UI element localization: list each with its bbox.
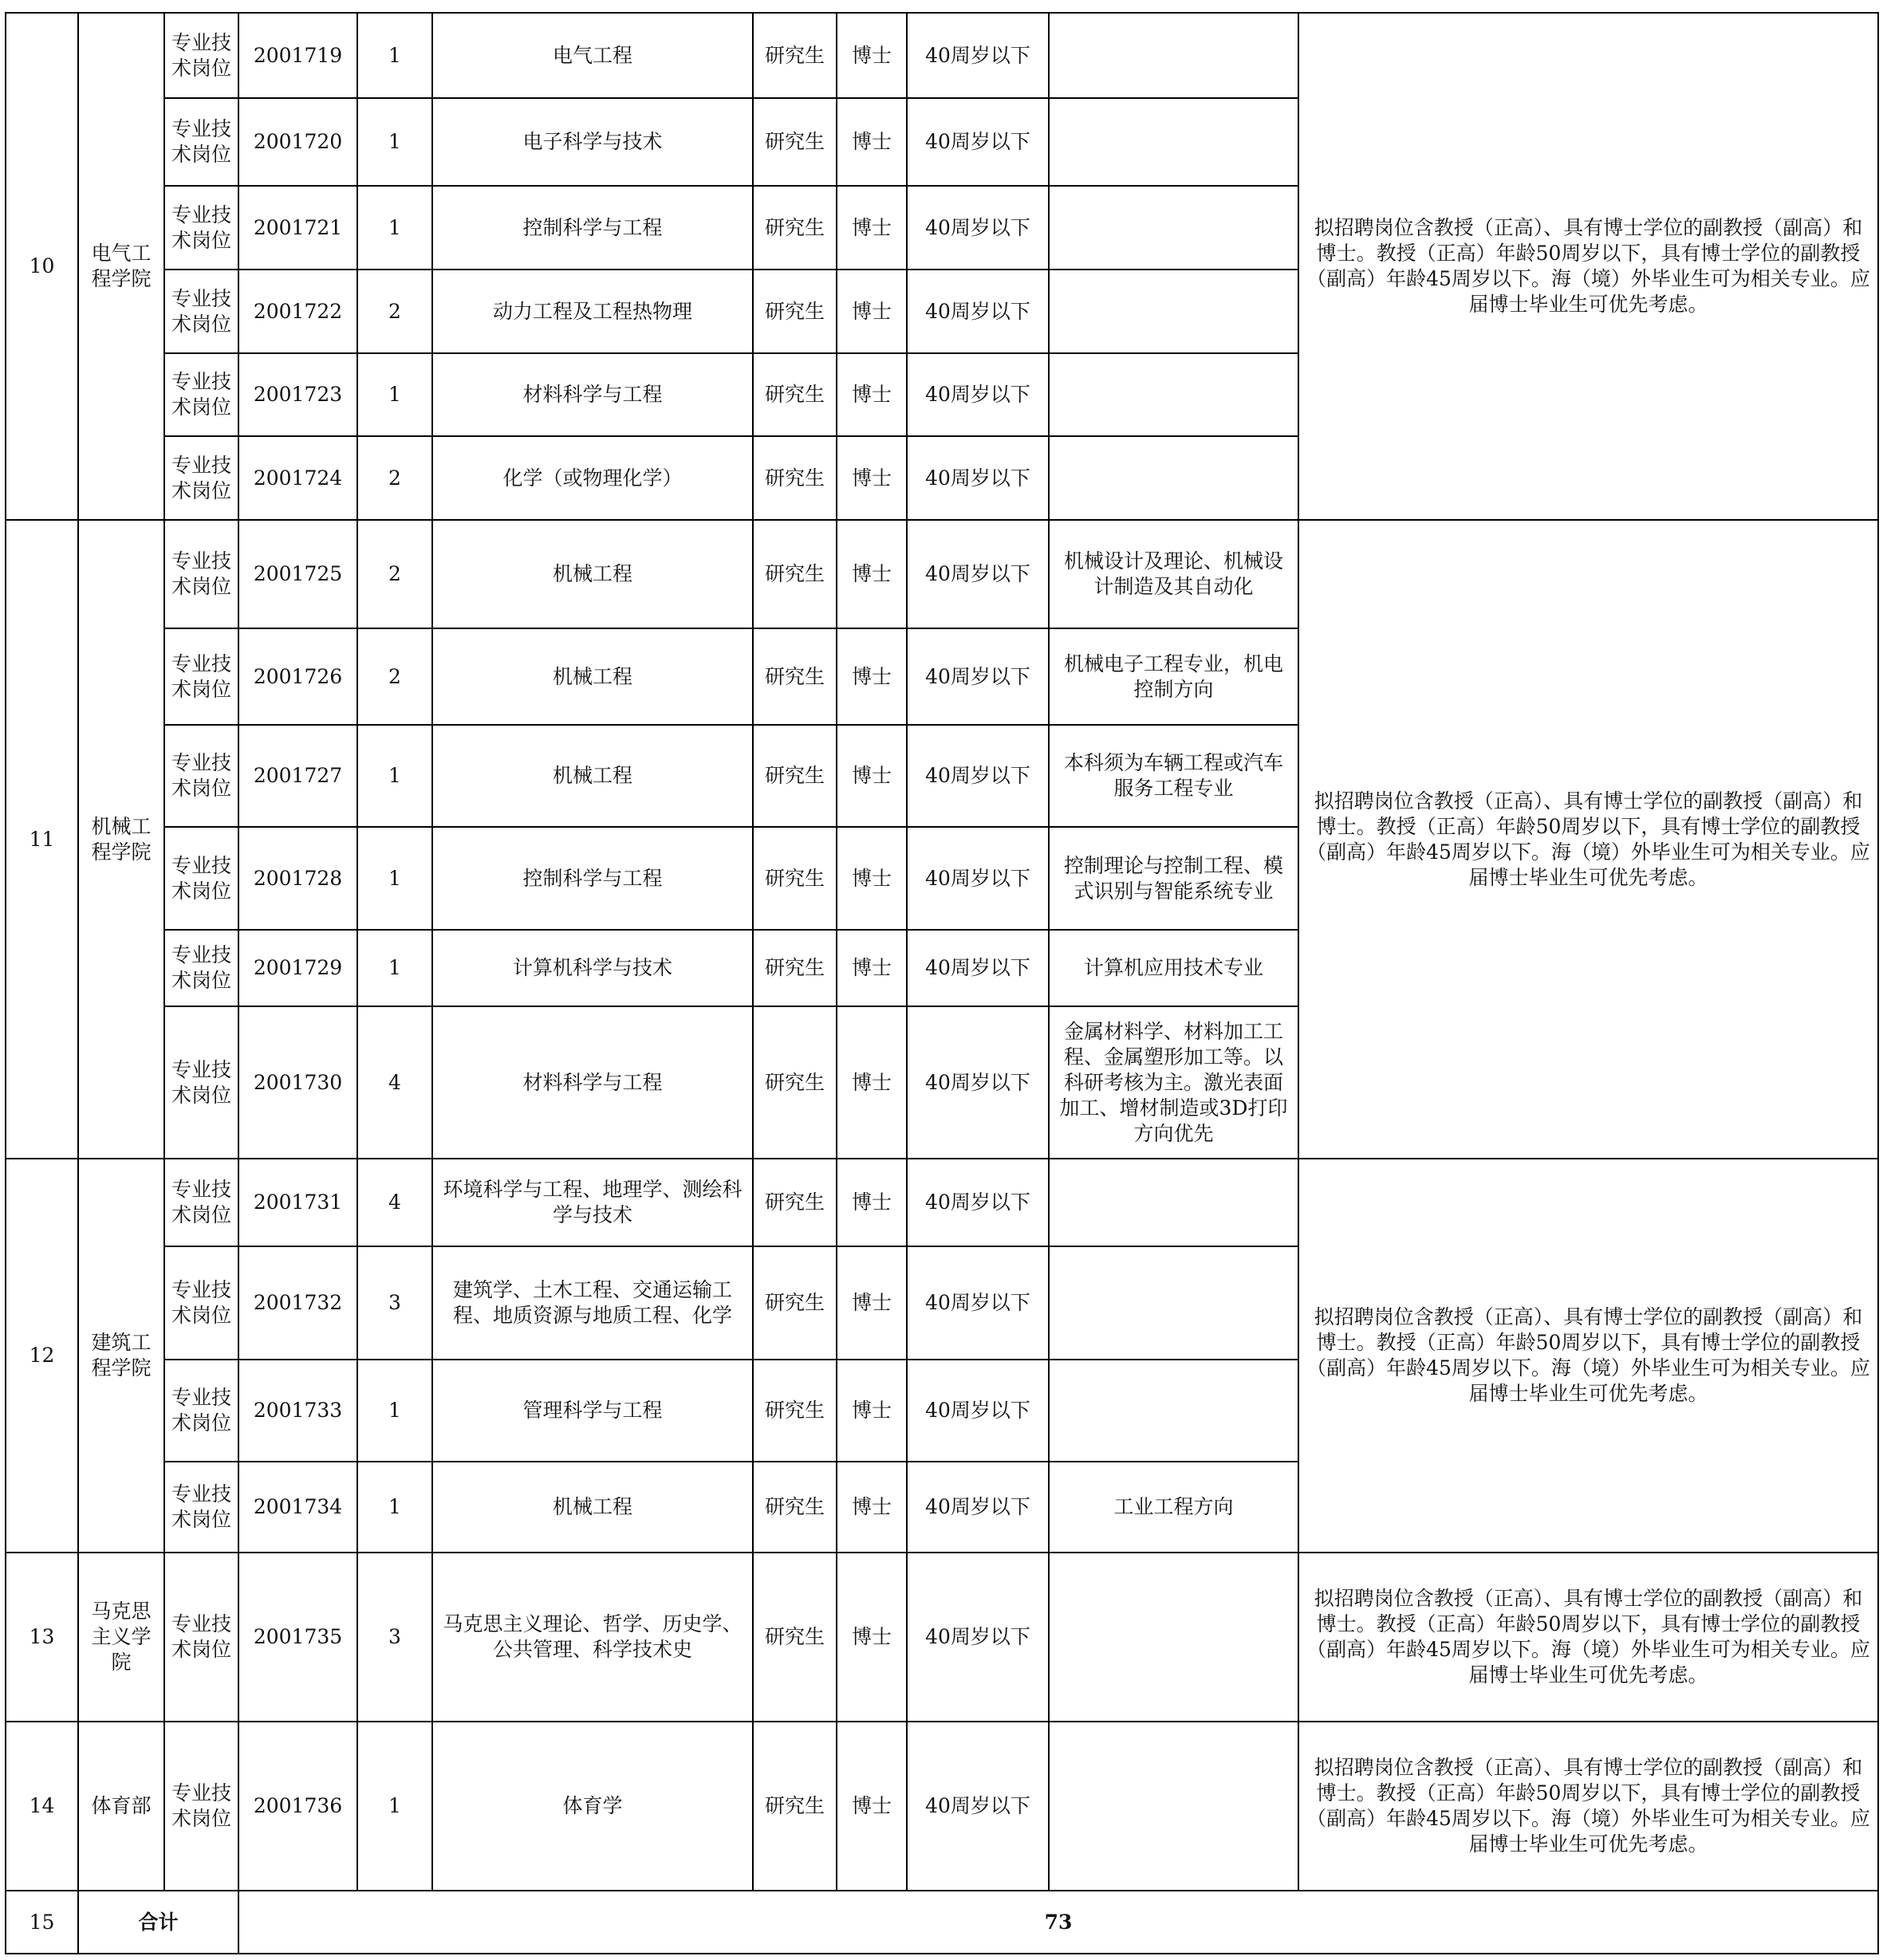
total-index: 15 [6,1891,78,1954]
group-index: 12 [6,1159,78,1553]
other-conditions [1049,436,1298,520]
hire-count: 2 [357,270,432,353]
degree: 博士 [837,827,907,930]
hire-count: 1 [357,725,432,827]
age-limit: 40周岁以下 [907,628,1049,725]
degree: 博士 [837,1159,907,1246]
education: 研究生 [753,13,837,98]
other-conditions: 机械电子工程专业，机电控制方向 [1049,628,1298,725]
degree: 博士 [837,1246,907,1360]
hire-count: 1 [357,930,432,1006]
group-index: 14 [6,1722,78,1891]
age-limit: 40周岁以下 [907,353,1049,436]
post-type: 专业技术岗位 [164,1159,238,1246]
other-conditions: 本科须为车辆工程或汽车服务工程专业 [1049,725,1298,827]
degree: 博士 [837,1006,907,1159]
remark: 拟招聘岗位含教授（正高）、具有博士学位的副教授（副高）和博士。教授（正高）年龄50周岁以下，具有博士学位的副教授（副高）年龄45周岁以下。海（境）外毕业生可为相关专业。应届博士毕业生可优先考虑。 [1298,13,1878,520]
age-limit: 40周岁以下 [907,930,1049,1006]
major: 机械工程 [432,725,753,827]
other-conditions [1049,270,1298,353]
degree: 博士 [837,930,907,1006]
age-limit: 40周岁以下 [907,827,1049,930]
education: 研究生 [753,1462,837,1553]
major: 机械工程 [432,1462,753,1553]
hire-count: 3 [357,1553,432,1722]
post-type: 专业技术岗位 [164,930,238,1006]
other-conditions: 计算机应用技术专业 [1049,930,1298,1006]
major: 计算机科学与技术 [432,930,753,1006]
education: 研究生 [753,1246,837,1360]
other-conditions [1049,13,1298,98]
department-name: 体育部 [78,1722,164,1891]
post-code: 2001723 [238,353,357,436]
post-code: 2001734 [238,1462,357,1553]
post-type: 专业技术岗位 [164,725,238,827]
education: 研究生 [753,98,837,186]
major: 控制科学与工程 [432,186,753,270]
post-code: 2001728 [238,827,357,930]
age-limit: 40周岁以下 [907,1159,1049,1246]
post-type: 专业技术岗位 [164,270,238,353]
major: 环境科学与工程、地理学、测绘科学与技术 [432,1159,753,1246]
post-code: 2001725 [238,520,357,628]
education: 研究生 [753,1159,837,1246]
post-type: 专业技术岗位 [164,1360,238,1462]
education: 研究生 [753,628,837,725]
other-conditions [1049,98,1298,186]
age-limit: 40周岁以下 [907,725,1049,827]
major: 马克思主义理论、哲学、历史学、公共管理、科学技术史 [432,1553,753,1722]
table-row [6,1159,1878,1246]
post-code: 2001736 [238,1722,357,1891]
degree: 博士 [837,1462,907,1553]
table-row [6,520,1878,628]
hire-count: 4 [357,1006,432,1159]
other-conditions [1049,1722,1298,1891]
major: 管理科学与工程 [432,1360,753,1462]
group-index: 11 [6,520,78,1159]
department-name: 机械工程学院 [78,520,164,1159]
remark: 拟招聘岗位含教授（正高）、具有博士学位的副教授（副高）和博士。教授（正高）年龄50周岁以下，具有博士学位的副教授（副高）年龄45周岁以下。海（境）外毕业生可为相关专业。应届博士毕业生可优先考虑。 [1298,1722,1878,1891]
hire-count: 4 [357,1159,432,1246]
degree: 博士 [837,436,907,520]
other-conditions [1049,1159,1298,1246]
post-type: 专业技术岗位 [164,436,238,520]
education: 研究生 [753,520,837,628]
major: 动力工程及工程热物理 [432,270,753,353]
education: 研究生 [753,186,837,270]
age-limit: 40周岁以下 [907,436,1049,520]
other-conditions: 控制理论与控制工程、模式识别与智能系统专业 [1049,827,1298,930]
post-code: 2001719 [238,13,357,98]
remark: 拟招聘岗位含教授（正高）、具有博士学位的副教授（副高）和博士。教授（正高）年龄50周岁以下，具有博士学位的副教授（副高）年龄45周岁以下。海（境）外毕业生可为相关专业。应届博士毕业生可优先考虑。 [1298,1553,1878,1722]
post-code: 2001733 [238,1360,357,1462]
post-code: 2001730 [238,1006,357,1159]
recruitment-table [5,12,1879,1954]
post-type: 专业技术岗位 [164,353,238,436]
post-type: 专业技术岗位 [164,520,238,628]
hire-count: 1 [357,1360,432,1462]
post-code: 2001731 [238,1159,357,1246]
age-limit: 40周岁以下 [907,520,1049,628]
major: 化学（或物理化学） [432,436,753,520]
table-row [6,1722,1878,1891]
table-row [6,13,1878,98]
total-value: 73 [238,1891,1878,1954]
other-conditions: 机械设计及理论、机械设计制造及其自动化 [1049,520,1298,628]
post-type: 专业技术岗位 [164,186,238,270]
group-index: 13 [6,1553,78,1722]
hire-count: 3 [357,1246,432,1360]
hire-count: 1 [357,353,432,436]
education: 研究生 [753,1722,837,1891]
major: 电气工程 [432,13,753,98]
other-conditions [1049,1360,1298,1462]
post-type: 专业技术岗位 [164,1462,238,1553]
post-code: 2001729 [238,930,357,1006]
post-code: 2001722 [238,270,357,353]
education: 研究生 [753,827,837,930]
post-type: 专业技术岗位 [164,628,238,725]
age-limit: 40周岁以下 [907,1722,1049,1891]
group-index: 10 [6,13,78,520]
degree: 博士 [837,1722,907,1891]
degree: 博士 [837,98,907,186]
other-conditions [1049,1246,1298,1360]
post-type: 专业技术岗位 [164,1006,238,1159]
post-type: 专业技术岗位 [164,13,238,98]
total-row [6,1891,1878,1954]
age-limit: 40周岁以下 [907,186,1049,270]
department-name: 建筑工程学院 [78,1159,164,1553]
remark: 拟招聘岗位含教授（正高）、具有博士学位的副教授（副高）和博士。教授（正高）年龄50周岁以下，具有博士学位的副教授（副高）年龄45周岁以下。海（境）外毕业生可为相关专业。应届博士毕业生可优先考虑。 [1298,520,1878,1159]
post-code: 2001724 [238,436,357,520]
hire-count: 1 [357,1462,432,1553]
post-type: 专业技术岗位 [164,1553,238,1722]
age-limit: 40周岁以下 [907,1360,1049,1462]
age-limit: 40周岁以下 [907,1553,1049,1722]
hire-count: 1 [357,1722,432,1891]
major: 体育学 [432,1722,753,1891]
other-conditions [1049,186,1298,270]
degree: 博士 [837,520,907,628]
education: 研究生 [753,270,837,353]
other-conditions: 工业工程方向 [1049,1462,1298,1553]
department-name: 马克思主义学院 [78,1553,164,1722]
other-conditions: 金属材料学、材料加工工程、金属塑形加工等。以科研考核为主。激光表面加工、增材制造或3D打印方向优先 [1049,1006,1298,1159]
post-type: 专业技术岗位 [164,1722,238,1891]
degree: 博士 [837,1360,907,1462]
degree: 博士 [837,353,907,436]
post-code: 2001727 [238,725,357,827]
degree: 博士 [837,725,907,827]
hire-count: 1 [357,13,432,98]
post-type: 专业技术岗位 [164,98,238,186]
major: 建筑学、土木工程、交通运输工程、地质资源与地质工程、化学 [432,1246,753,1360]
education: 研究生 [753,930,837,1006]
remark: 拟招聘岗位含教授（正高）、具有博士学位的副教授（副高）和博士。教授（正高）年龄50周岁以下，具有博士学位的副教授（副高）年龄45周岁以下。海（境）外毕业生可为相关专业。应届博士毕业生可优先考虑。 [1298,1159,1878,1553]
hire-count: 1 [357,98,432,186]
major: 控制科学与工程 [432,827,753,930]
post-type: 专业技术岗位 [164,1246,238,1360]
major: 材料科学与工程 [432,353,753,436]
age-limit: 40周岁以下 [907,1006,1049,1159]
post-code: 2001720 [238,98,357,186]
total-label: 合计 [78,1891,238,1954]
degree: 博士 [837,13,907,98]
hire-count: 2 [357,628,432,725]
hire-count: 2 [357,436,432,520]
age-limit: 40周岁以下 [907,98,1049,186]
post-code: 2001726 [238,628,357,725]
post-code: 2001735 [238,1553,357,1722]
major: 材料科学与工程 [432,1006,753,1159]
education: 研究生 [753,353,837,436]
age-limit: 40周岁以下 [907,270,1049,353]
degree: 博士 [837,270,907,353]
other-conditions [1049,353,1298,436]
hire-count: 2 [357,520,432,628]
table-row [6,1553,1878,1722]
post-code: 2001732 [238,1246,357,1360]
education: 研究生 [753,1553,837,1722]
age-limit: 40周岁以下 [907,1462,1049,1553]
degree: 博士 [837,186,907,270]
other-conditions [1049,1553,1298,1722]
age-limit: 40周岁以下 [907,1246,1049,1360]
education: 研究生 [753,436,837,520]
hire-count: 1 [357,186,432,270]
post-code: 2001721 [238,186,357,270]
education: 研究生 [753,725,837,827]
degree: 博士 [837,628,907,725]
department-name: 电气工程学院 [78,13,164,520]
major: 电子科学与技术 [432,98,753,186]
major: 机械工程 [432,520,753,628]
post-type: 专业技术岗位 [164,827,238,930]
education: 研究生 [753,1006,837,1159]
degree: 博士 [837,1553,907,1722]
age-limit: 40周岁以下 [907,13,1049,98]
major: 机械工程 [432,628,753,725]
education: 研究生 [753,1360,837,1462]
hire-count: 1 [357,827,432,930]
